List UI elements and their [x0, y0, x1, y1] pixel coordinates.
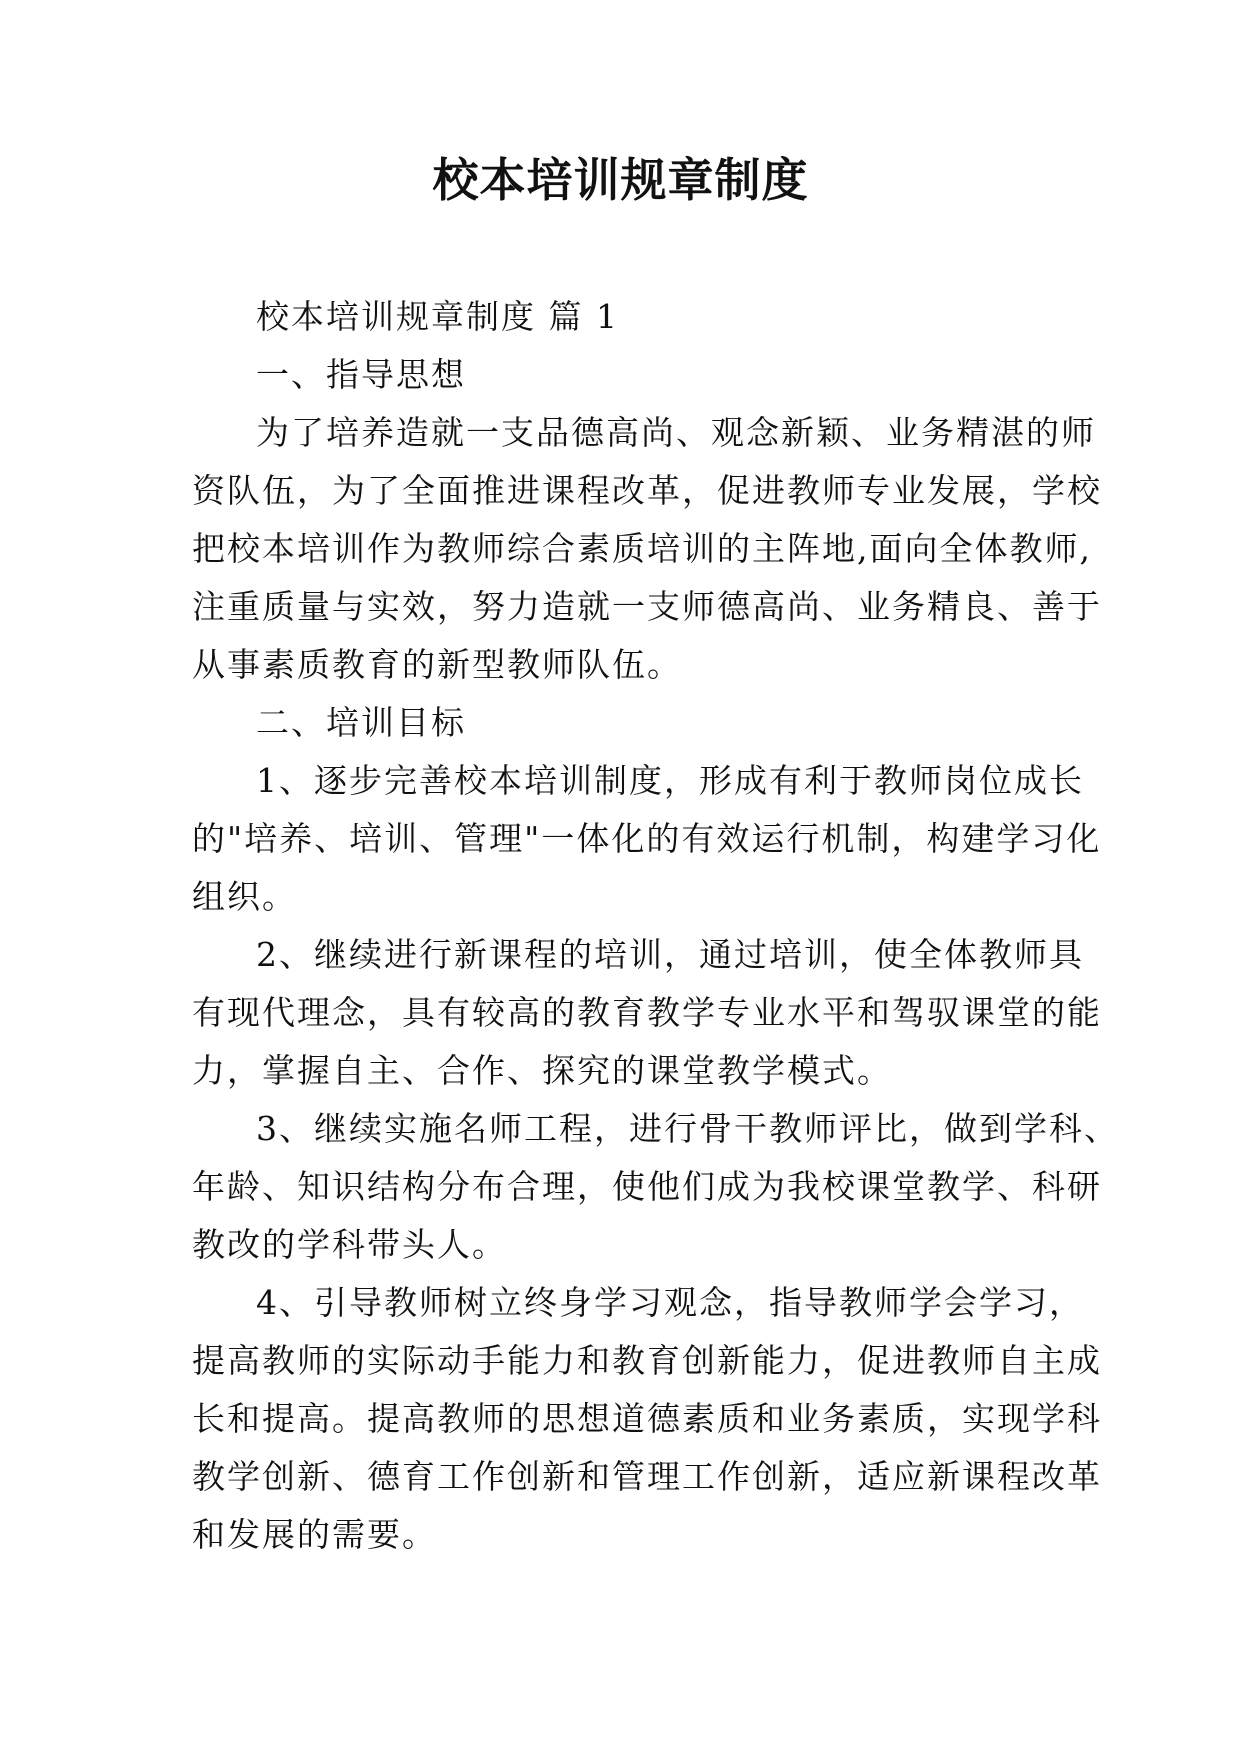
paragraph-line: 长和提高。提高教师的思想道德素质和业务素质，实现学科 — [192, 1399, 1102, 1438]
paragraph-line: 从事素质教育的新型教师队伍。 — [192, 645, 682, 684]
paragraph-line: 把校本培训作为教师综合素质培训的主阵地,面向全体教师, — [192, 529, 1092, 568]
paragraph-line: 组织。 — [192, 877, 297, 916]
paragraph-line: 教学创新、德育工作创新和管理工作创新，适应新课程改革 — [192, 1457, 1102, 1496]
section-heading: 一、指导思想 — [256, 355, 466, 394]
paragraph-line: 2、继续进行新课程的培训，通过培训，使全体教师具 — [256, 935, 1084, 974]
paragraph-line: 为了培养造就一支品德高尚、观念新颖、业务精湛的师 — [256, 413, 1096, 452]
document-body — [192, 288, 1119, 1564]
paragraph-line: 4、引导教师树立终身学习观念，指导教师学会学习， — [256, 1283, 1084, 1322]
paragraph-line: 提高教师的实际动手能力和教育创新能力，促进教师自主成 — [192, 1341, 1102, 1380]
paragraph-line: 力，掌握自主、合作、探究的课堂教学模式。 — [192, 1051, 892, 1090]
paragraph-line: 资队伍，为了全面推进课程改革，促进教师专业发展，学校 — [192, 471, 1102, 510]
section-heading: 二、培训目标 — [256, 703, 466, 742]
paragraph-line: 注重质量与实效，努力造就一支师德高尚、业务精良、善于 — [192, 587, 1102, 626]
paragraph-line: 的"培养、培训、管理"一体化的有效运行机制，构建学习化 — [192, 819, 1102, 858]
paragraph-line: 有现代理念，具有较高的教育教学专业水平和驾驭课堂的能 — [192, 993, 1102, 1032]
paragraph-line: 3、继续实施名师工程，进行骨干教师评比，做到学科、 — [256, 1109, 1119, 1148]
paragraph-line: 和发展的需要。 — [192, 1515, 437, 1554]
document-title: 校本培训规章制度 — [432, 153, 809, 207]
paragraph-line: 教改的学科带头人。 — [192, 1225, 507, 1264]
section-heading-part: 校本培训规章制度 篇 1 — [256, 297, 619, 336]
paragraph-line: 1、逐步完善校本培训制度，形成有利于教师岗位成长 — [256, 761, 1084, 800]
paragraph-line: 年龄、知识结构分布合理，使他们成为我校课堂教学、科研 — [192, 1167, 1102, 1206]
